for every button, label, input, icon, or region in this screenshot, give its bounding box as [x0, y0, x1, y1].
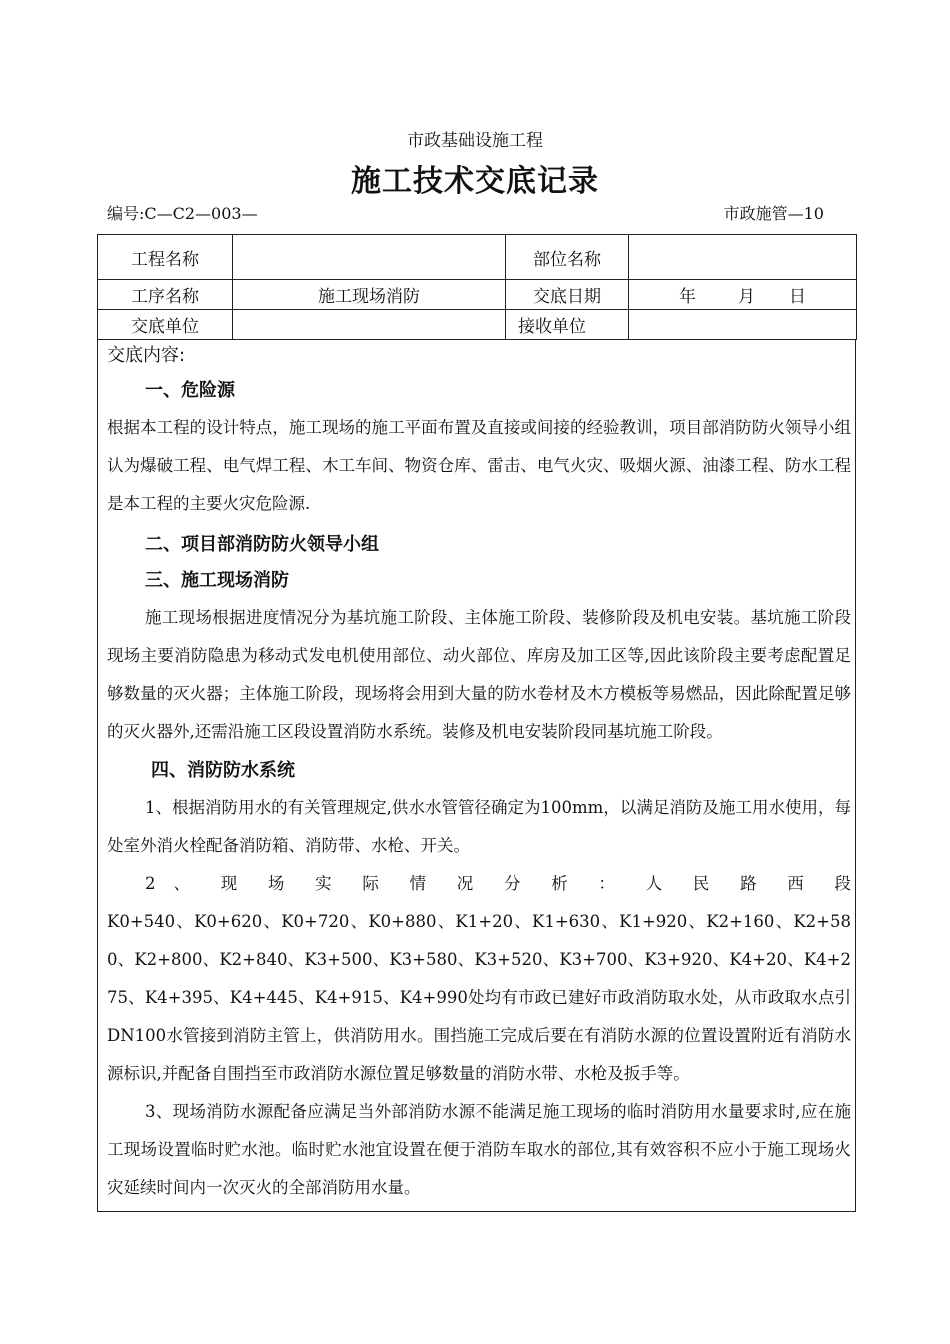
- document-subtitle: 市政基础设施工程: [407, 131, 543, 151]
- form-code: 市政施管—10: [723, 204, 824, 223]
- process-name-value: 施工现场消防: [233, 280, 506, 310]
- water-system-paragraph-1: 1、根据消防用水的有关管理规定,供水水管管径确定为100mm，以满足消防及施工用水使用，每处室外消火栓配备消防箱、消防带、水枪、开关。: [107, 798, 851, 855]
- date-day: 日: [789, 287, 806, 307]
- section-heading-hazards: 一、危险源: [145, 380, 235, 401]
- table-row: [98, 280, 857, 310]
- receiver-label: 接收单位: [506, 310, 629, 340]
- section-heading-leadership: 二、项目部消防防火领导小组: [145, 534, 379, 555]
- document-title: 施工技术交底记录: [351, 164, 599, 199]
- date-label: 交底日期: [506, 280, 629, 310]
- project-name-label: 工程名称: [98, 235, 233, 280]
- hazards-paragraph: 根据本工程的设计特点，施工现场的施工平面布置及直接或间接的经验教训，项目部消防防火领导小组认为爆破工程、电气焊工程、木工车间、物资仓库、雷击、电气火灾、吸烟火源、油漆工程、防水工程是本工程的主要火灾危险源.: [107, 418, 851, 513]
- date-value: [629, 280, 857, 310]
- table-row: [98, 235, 857, 280]
- content-box: [97, 339, 856, 1212]
- section-heading-water-system: 四、消防防水系统: [151, 760, 295, 781]
- issuer-value: [233, 310, 506, 340]
- info-table: [97, 234, 857, 340]
- project-name-value: [233, 235, 506, 280]
- section-heading-site-fire: 三、施工现场消防: [145, 570, 289, 591]
- water-system-paragraph-2: K0+540、K0+620、K0+720、K0+880、K1+20、K1+630、K1+920、K2+160、K2+580、K2+800、K2+840、K3+500、K3+580、K3+520、K3+700、K3+920、K4+20、K4+275、K4+395、K4+445、K4+915、K4+990处均有市政已建好市政消防取水处，从市政取水点引DN100水管接到消防主管上，供消防用水。围挡施工完成后要在有消防水源的位置设置附近有消防水源标识,并配备自围挡至市政消防水源位置足够数量的消防水带、水枪及扳手等。: [107, 912, 851, 1083]
- table-row: [98, 310, 857, 340]
- date-year: 年: [679, 287, 696, 307]
- part-name-value: [629, 235, 857, 280]
- receiver-value: [629, 310, 857, 340]
- content-label: 交底内容:: [107, 345, 186, 366]
- record-number: 编号:C—C2—003—: [107, 204, 258, 223]
- date-month: 月: [738, 287, 755, 307]
- issuer-label: 交底单位: [98, 310, 233, 340]
- process-name-label: 工序名称: [98, 280, 233, 310]
- part-name-label: 部位名称: [506, 235, 629, 280]
- site-fire-paragraph: 施工现场根据进度情况分为基坑施工阶段、主体施工阶段、装修阶段及机电安装。基坑施工阶段现场主要消防隐患为移动式发电机使用部位、动火部位、库房及加工区等,因此该阶段主要考虑配置足够数量的灭火器；主体施工阶段，现场将会用到大量的防水卷材及木方模板等易燃品，因此除配置足够的灭火器外,还需沿施工区段设置消防水系统。装修及机电安装阶段同基坑施工阶段。: [107, 608, 851, 741]
- water-system-paragraph-3: 3、现场消防水源配备应满足当外部消防水源不能满足施工现场的临时消防用水量要求时,应在施工现场设置临时贮水池。临时贮水池宜设置在便于消防车取水的部位,其有效容积不应小于施工现场火灾延续时间内一次灭火的全部消防用水量。: [107, 1102, 851, 1197]
- water-system-paragraph-2-lead: 2 、 现 场 实 际 情 况 分 析 ： 人 民 路 西 段: [145, 874, 851, 893]
